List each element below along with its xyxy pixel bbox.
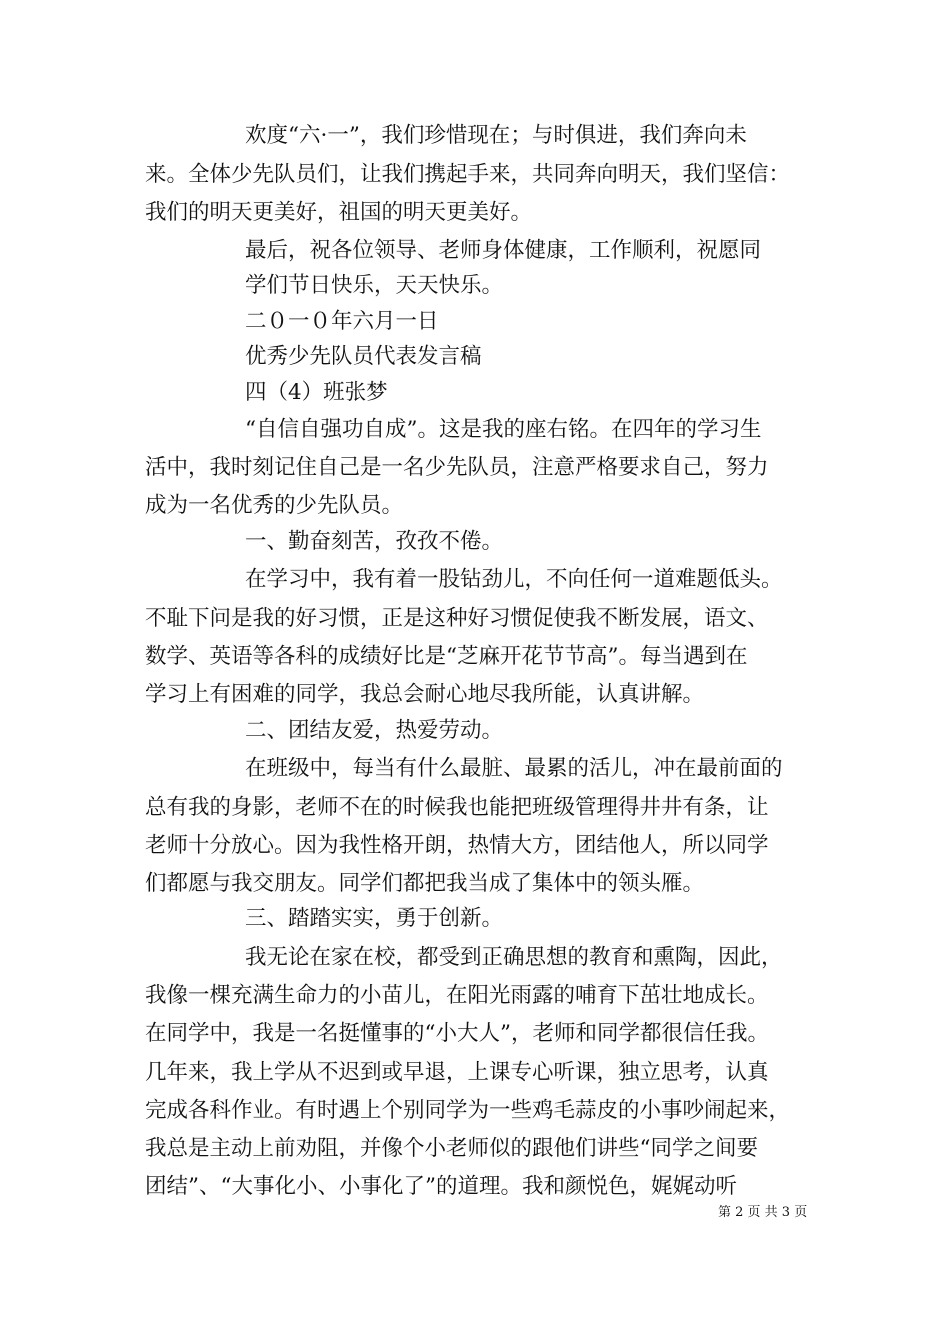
- paragraph-line: 我总是主动上前劝阻，并像个小老师似的跟他们讲些“同学之间要: [145, 1136, 758, 1161]
- paragraph-line: 老师十分放心。因为我性格开朗，热情大方，团结他人，所以同学: [145, 833, 769, 858]
- section-heading: 三、踏踏实实，勇于创新。: [245, 906, 504, 931]
- paragraph-line: 活中，我时刻记住自己是一名少先队员，注意严格要求自己，努力: [145, 455, 769, 480]
- paragraph-line: 我无论在家在校，都受到正确思想的教育和熏陶，因此，: [245, 945, 783, 970]
- paragraph-line: 最后，祝各位领导、老师身体健康，工作顺利，祝愿同: [245, 238, 762, 263]
- paragraph-line: 在学习中，我有着一股钻劲儿，不向任何一道难题低头。: [245, 567, 783, 592]
- paragraph-line: 总有我的身影，老师不在的时候我也能把班级管理得井井有条，让: [145, 795, 769, 820]
- speech-title: 优秀少先队员代表发言稿: [245, 344, 482, 369]
- paragraph-line: 不耻下问是我的好习惯，正是这种好习惯促使我不断发展，语文、: [145, 606, 769, 631]
- date-line: 二０一０年六月一日: [245, 309, 439, 334]
- paragraph-line: 在同学中，我是一名挺懂事的“小大人”，老师和同学都很信任我。: [145, 1021, 769, 1046]
- paragraph-line: 几年来，我上学从不迟到或早退，上课专心听课，独立思考，认真: [145, 1060, 769, 1085]
- paragraph-line: 欢度“六·一”，我们珍惜现在；与时俱进，我们奔向未: [245, 123, 747, 148]
- page-number: 第 2 页 共 3 页: [718, 1205, 808, 1220]
- paragraph-line: 成为一名优秀的少先队员。: [145, 493, 404, 518]
- paragraph-line: 数学、英语等各科的成绩好比是“芝麻开花节节高”。每当遇到在: [145, 644, 748, 669]
- paragraph-line: 学习上有困难的同学，我总会耐心地尽我所能，认真讲解。: [145, 682, 705, 707]
- paragraph-line: 在班级中，每当有什么最脏、最累的活儿，冲在最前面的: [245, 756, 783, 781]
- paragraph-line: “自信自强功自成”。这是我的座右铭。在四年的学习生: [245, 417, 762, 442]
- section-heading: 二、团结友爱，热爱劳动。: [245, 718, 504, 743]
- paragraph-line: 我像一棵充满生命力的小苗儿，在阳光雨露的哺育下茁壮地成长。: [145, 983, 769, 1008]
- paragraph-line: 们都愿与我交朋友。同学们都把我当成了集体中的领头雁。: [145, 871, 705, 896]
- paragraph-line: 团结”、“大事化小、小事化了”的道理。我和颜悦色，娓娓动听: [145, 1174, 737, 1199]
- section-heading: 一、勤奋刻苦，孜孜不倦。: [245, 529, 504, 554]
- paragraph-line: 学们节日快乐，天天快乐。: [245, 273, 504, 298]
- paragraph-line: 来。全体少先队员们，让我们携起手来，共同奔向明天，我们坚信：: [145, 162, 791, 187]
- paragraph-line: 完成各科作业。有时遇上个别同学为一些鸡毛蒜皮的小事吵闹起来，: [145, 1098, 791, 1123]
- paragraph-line: 我们的明天更美好，祖国的明天更美好。: [145, 200, 533, 225]
- author-line: 四（4）班张梦: [245, 380, 388, 405]
